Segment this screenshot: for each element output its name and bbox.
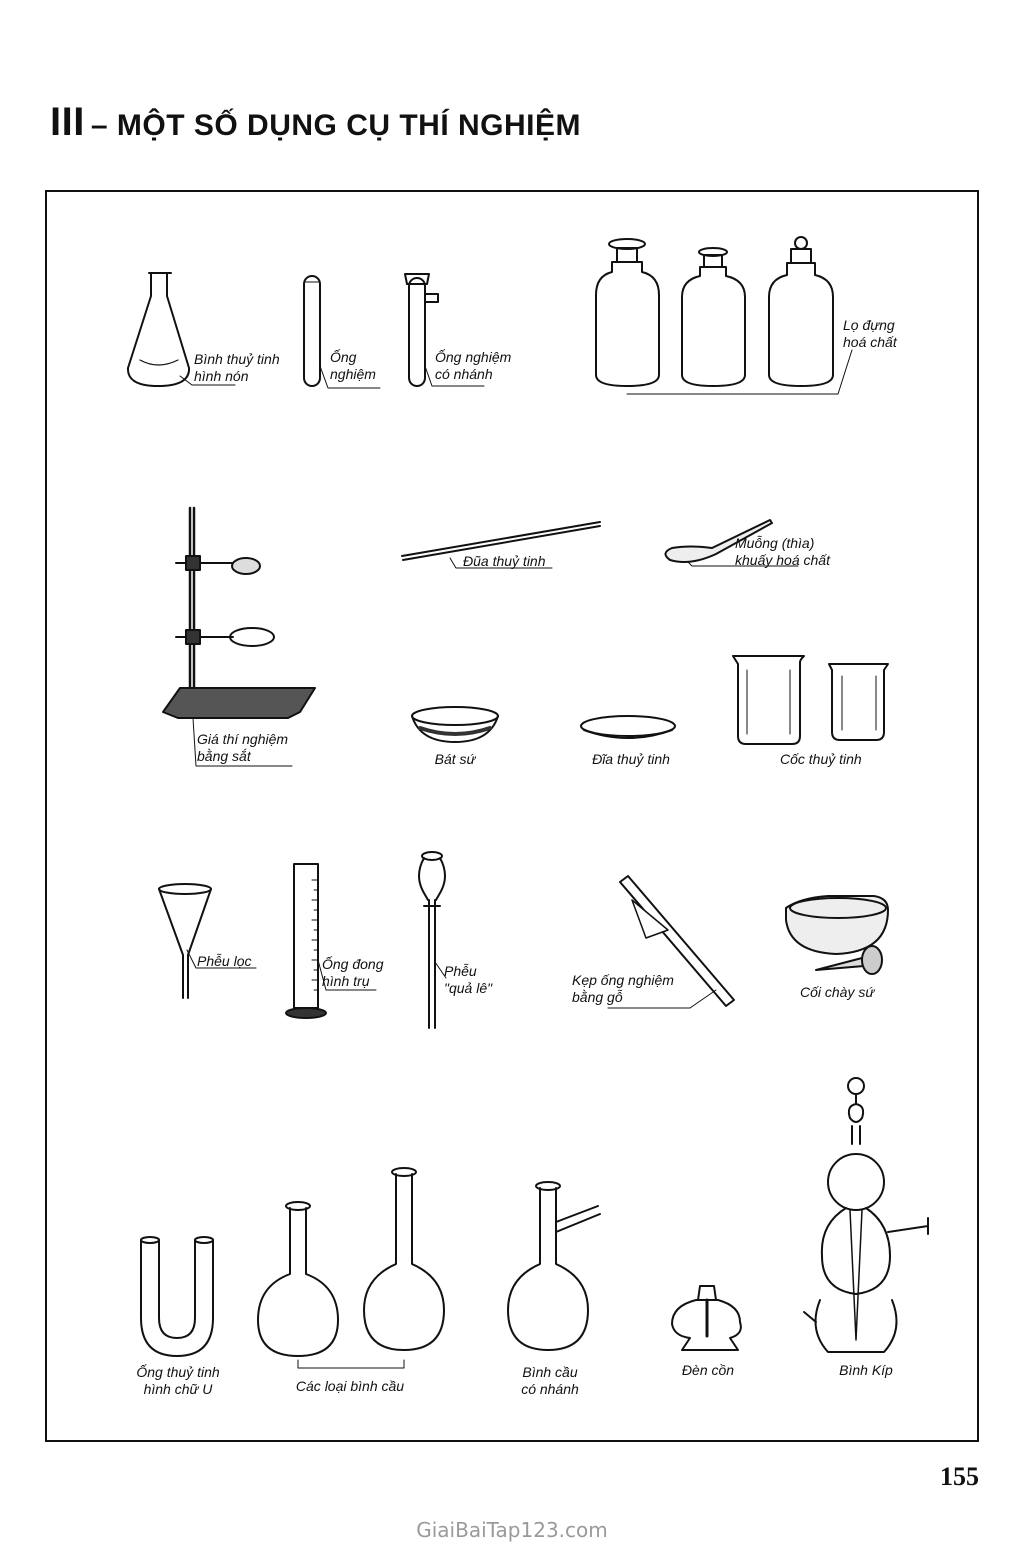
label-dropping-funnel: Phễu "quả lê": [444, 963, 493, 996]
page-number: 155: [940, 1462, 979, 1491]
watch-glass-drawing: [581, 716, 675, 738]
label-evaporating-dish: Bát sứ: [434, 751, 476, 767]
label-graduated-cylinder: Ống đong hình trụ: [322, 956, 384, 989]
alcohol-lamp-drawing: [672, 1286, 741, 1350]
mortar-pestle-drawing: [786, 896, 888, 974]
reagent-bottles-drawing: [596, 237, 852, 394]
u-tube-drawing: [141, 1237, 213, 1356]
filter-funnel-drawing: [159, 884, 256, 998]
label-glass-rod: Đũa thuỷ tinh: [463, 553, 546, 569]
round-flasks-drawing: [258, 1168, 444, 1368]
iron-stand-drawing: [163, 508, 315, 766]
label-reagent-bottles: Lọ đựng hoá chất: [843, 317, 897, 350]
label-filter-funnel: Phễu lọc: [197, 953, 252, 969]
label-conical-flask: Bình thuỷ tinh hình nón: [194, 351, 280, 384]
label-iron-stand: Giá thí nghiệm bằng sắt: [197, 731, 289, 764]
label-u-tube: Ống thuỷ tinh hình chữ U: [136, 1364, 220, 1397]
label-spatula: Muỗng (thìa) khuấy hoá chất: [735, 535, 830, 568]
label-alcohol-lamp: Đèn cồn: [681, 1362, 735, 1378]
label-kipp-apparatus: Bình Kíp: [839, 1362, 893, 1378]
section-title: – MỘT SỐ DỤNG CỤ THÍ NGHIỆM: [90, 109, 582, 142]
label-side-arm-tube: Ống nghiệm có nhánh: [435, 349, 512, 382]
label-watch-glass: Đĩa thuỷ tinh: [592, 751, 670, 767]
beakers-drawing: [733, 656, 888, 744]
section-number: III: [50, 100, 85, 144]
kipp-apparatus-drawing: [804, 1078, 928, 1352]
evaporating-dish-drawing: [412, 707, 498, 742]
watermark: GiaiBaiTap123.com: [416, 1518, 608, 1542]
graduated-cylinder-drawing: [286, 864, 376, 1018]
side-arm-flask-drawing: [508, 1182, 600, 1350]
label-beakers: Cốc thuỷ tinh: [780, 751, 862, 767]
label-side-arm-flask: Bình cầu có nhánh: [521, 1364, 579, 1397]
dropping-funnel-drawing: [419, 852, 446, 1028]
label-round-flasks: Các loại bình cầu: [295, 1378, 405, 1394]
label-test-tube: Ống nghiệm: [330, 349, 376, 382]
label-tube-holder: Kẹp ống nghiệm bằng gỗ: [572, 972, 674, 1005]
label-mortar-pestle: Cối chày sứ: [800, 984, 875, 1000]
